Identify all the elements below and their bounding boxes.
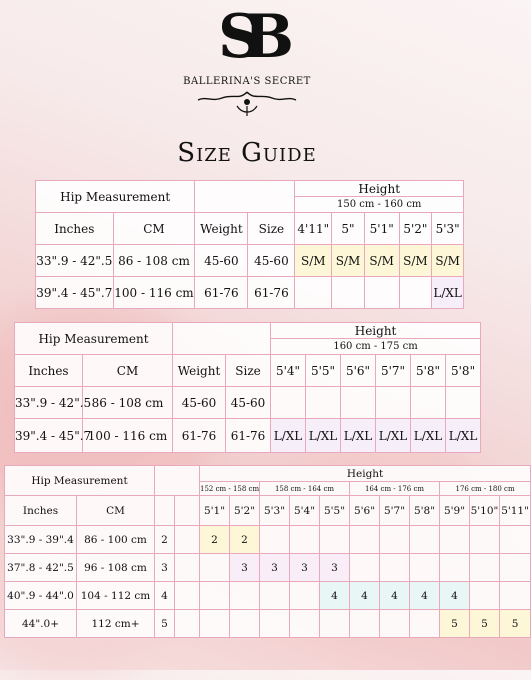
- size-table-2: [14, 322, 481, 453]
- blank-cell: [175, 526, 200, 554]
- table-row: [5, 554, 531, 582]
- header: [0, 0, 494, 170]
- size-value-cell: [364, 277, 399, 309]
- size-value-cell: [440, 554, 470, 582]
- size-value-cell: S/M: [432, 245, 464, 277]
- size-value-cell: [500, 582, 531, 610]
- height-col: 5'8": [410, 496, 440, 526]
- size-table-3: [4, 465, 531, 638]
- size-value-cell: S/M: [364, 245, 399, 277]
- height-col: 5'5": [320, 496, 350, 526]
- height-header: Height: [271, 323, 481, 339]
- col-weight: Weight: [195, 213, 248, 245]
- hip-measurement-header: Hip Measurement: [5, 466, 155, 496]
- height-col: 5'1": [364, 213, 399, 245]
- size-value-cell: [399, 277, 432, 309]
- height-col: 5'2": [230, 496, 260, 526]
- size-value-cell: [470, 554, 500, 582]
- height-col: 5'8": [411, 355, 446, 387]
- brand-logo: [0, 2, 494, 72]
- size-value-cell: [376, 387, 411, 419]
- size-value-cell: 5: [470, 610, 500, 638]
- height-range: 152 cm - 158 cm: [200, 482, 260, 496]
- size-value-cell: [341, 387, 376, 419]
- col-inches: Inches: [15, 355, 83, 387]
- height-range: 158 cm - 164 cm: [260, 482, 350, 496]
- size-table-1: [35, 180, 464, 309]
- size-value-cell: [500, 554, 531, 582]
- col-cm: CM: [83, 355, 173, 387]
- size-value-cell: [290, 610, 320, 638]
- hip-measurement-header: Hip Measurement: [15, 323, 173, 355]
- inches-cell: 33".9 - 39".4: [5, 526, 77, 554]
- size-value-cell: L/XL: [411, 419, 446, 453]
- size-value-cell: [380, 554, 410, 582]
- size-value-cell: [230, 582, 260, 610]
- size-value-cell: S/M: [295, 245, 332, 277]
- size-cell: 4: [155, 582, 175, 610]
- col-inches: Inches: [5, 496, 77, 526]
- table-row: [5, 582, 531, 610]
- size-value-cell: [380, 526, 410, 554]
- height-col: 5'6": [341, 355, 376, 387]
- inches-cell: 39".4 - 45".7: [36, 277, 114, 309]
- height-col: 5'4": [271, 355, 306, 387]
- height-col: 5'7": [380, 496, 410, 526]
- size-value-cell: L/XL: [446, 419, 481, 453]
- table-row: [36, 277, 464, 309]
- size-value-cell: [350, 526, 380, 554]
- inches-cell: 33".9 - 42".5: [15, 387, 83, 419]
- size-value-cell: [410, 554, 440, 582]
- inches-cell: 39".4 - 45".7: [15, 419, 83, 453]
- size-value-cell: [470, 526, 500, 554]
- weight-cell: 61-76: [173, 419, 226, 453]
- table-row: [5, 526, 531, 554]
- table-row: [36, 245, 464, 277]
- size-value-cell: [271, 387, 306, 419]
- table-row: [15, 387, 481, 419]
- height-col: 5'10": [470, 496, 500, 526]
- size-value-cell: [320, 526, 350, 554]
- size-value-cell: S/M: [332, 245, 365, 277]
- height-header: Height: [200, 466, 531, 482]
- col-size: Size: [226, 355, 271, 387]
- size-value-cell: [332, 277, 365, 309]
- size-cell: 61-76: [248, 277, 295, 309]
- height-range: 150 cm - 160 cm: [295, 197, 464, 213]
- height-col: 5'4": [290, 496, 320, 526]
- size-value-cell: [411, 387, 446, 419]
- height-range: 176 cm - 180 cm: [440, 482, 531, 496]
- size-value-cell: 3: [260, 554, 290, 582]
- height-col: 4'11": [295, 213, 332, 245]
- size-cell: 3: [155, 554, 175, 582]
- page-title: Size Guide: [177, 138, 317, 168]
- size-value-cell: L/XL: [306, 419, 341, 453]
- ornament-icon: [0, 88, 494, 118]
- size-value-cell: [350, 554, 380, 582]
- size-value-cell: L/XL: [376, 419, 411, 453]
- col-cm: CM: [77, 496, 155, 526]
- size-value-cell: L/XL: [341, 419, 376, 453]
- size-value-cell: 5: [500, 610, 531, 638]
- inches-cell: 44".0+: [5, 610, 77, 638]
- height-col: 5'3": [260, 496, 290, 526]
- size-value-cell: 4: [320, 582, 350, 610]
- size-value-cell: S/M: [399, 245, 432, 277]
- cm-cell: 112 cm+: [77, 610, 155, 638]
- size-value-cell: [380, 610, 410, 638]
- height-col: 5'7": [376, 355, 411, 387]
- size-value-cell: 5: [440, 610, 470, 638]
- weight-cell: 45-60: [195, 245, 248, 277]
- size-cell: 2: [155, 526, 175, 554]
- cm-cell: 104 - 112 cm: [77, 582, 155, 610]
- size-value-cell: [200, 554, 230, 582]
- size-cell: 61-76: [226, 419, 271, 453]
- size-value-cell: [410, 526, 440, 554]
- size-value-cell: [260, 610, 290, 638]
- col-size: Size: [248, 213, 295, 245]
- height-col: 5'8": [446, 355, 481, 387]
- blank-cell: [175, 610, 200, 638]
- size-value-cell: [446, 387, 481, 419]
- height-col: 5'9": [440, 496, 470, 526]
- size-cell: 45-60: [226, 387, 271, 419]
- cm-cell: 100 - 116 cm: [113, 277, 195, 309]
- table-row: [15, 419, 481, 453]
- brand-mark: SB: [217, 2, 277, 72]
- hip-measurement-header: Hip Measurement: [36, 181, 195, 213]
- size-value-cell: 4: [440, 582, 470, 610]
- size-value-cell: [295, 277, 332, 309]
- blank-cell: [175, 582, 200, 610]
- size-value-cell: [350, 610, 380, 638]
- size-cell: 45-60: [248, 245, 295, 277]
- height-col: 5'3": [432, 213, 464, 245]
- blank-cell: [175, 496, 200, 526]
- size-value-cell: L/XL: [432, 277, 464, 309]
- size-value-cell: 3: [230, 554, 260, 582]
- cm-cell: 100 - 116 cm: [83, 419, 173, 453]
- size-value-cell: L/XL: [271, 419, 306, 453]
- size-value-cell: [470, 582, 500, 610]
- size-value-cell: [260, 526, 290, 554]
- size-value-cell: [410, 610, 440, 638]
- size-value-cell: [230, 610, 260, 638]
- size-value-cell: [500, 526, 531, 554]
- cm-cell: 86 - 108 cm: [113, 245, 195, 277]
- cm-cell: 86 - 108 cm: [83, 387, 173, 419]
- inches-cell: 37".8 - 42".5: [5, 554, 77, 582]
- height-col: 5'1": [200, 496, 230, 526]
- blank-cell: [175, 554, 200, 582]
- size-value-cell: [290, 582, 320, 610]
- height-range: 160 cm - 175 cm: [271, 339, 481, 355]
- size-value-cell: 4: [350, 582, 380, 610]
- size-value-cell: [200, 610, 230, 638]
- height-col: 5'11": [500, 496, 531, 526]
- height-col: 5'2": [399, 213, 432, 245]
- size-value-cell: 2: [200, 526, 230, 554]
- blank-header: [195, 181, 295, 213]
- size-value-cell: [290, 526, 320, 554]
- size-cell: 5: [155, 610, 175, 638]
- weight-cell: 61-76: [195, 277, 248, 309]
- cm-cell: 96 - 108 cm: [77, 554, 155, 582]
- size-value-cell: [200, 582, 230, 610]
- size-value-cell: [306, 387, 341, 419]
- brand-name: BALLERINA'S SECRET: [183, 76, 311, 87]
- size-value-cell: [260, 582, 290, 610]
- size-value-cell: 4: [410, 582, 440, 610]
- col-cm: CM: [113, 213, 195, 245]
- inches-cell: 40".9 - 44".0: [5, 582, 77, 610]
- col-weight: Weight: [173, 355, 226, 387]
- height-header: Height: [295, 181, 464, 197]
- blank-header: [173, 323, 271, 355]
- size-value-cell: 2: [230, 526, 260, 554]
- weight-cell: 45-60: [173, 387, 226, 419]
- col-inches: Inches: [36, 213, 114, 245]
- blank-header: [155, 466, 200, 496]
- size-value-cell: 4: [380, 582, 410, 610]
- size-value-cell: 3: [290, 554, 320, 582]
- size-value-cell: [320, 610, 350, 638]
- height-range: 164 cm - 176 cm: [350, 482, 440, 496]
- cm-cell: 86 - 100 cm: [77, 526, 155, 554]
- inches-cell: 33".9 - 42".5: [36, 245, 114, 277]
- height-col: 5'5": [306, 355, 341, 387]
- table-row: [5, 610, 531, 638]
- size-value-cell: 3: [320, 554, 350, 582]
- size-value-cell: [440, 526, 470, 554]
- blank-cell: [155, 496, 175, 526]
- height-col: 5": [332, 213, 365, 245]
- height-col: 5'6": [350, 496, 380, 526]
